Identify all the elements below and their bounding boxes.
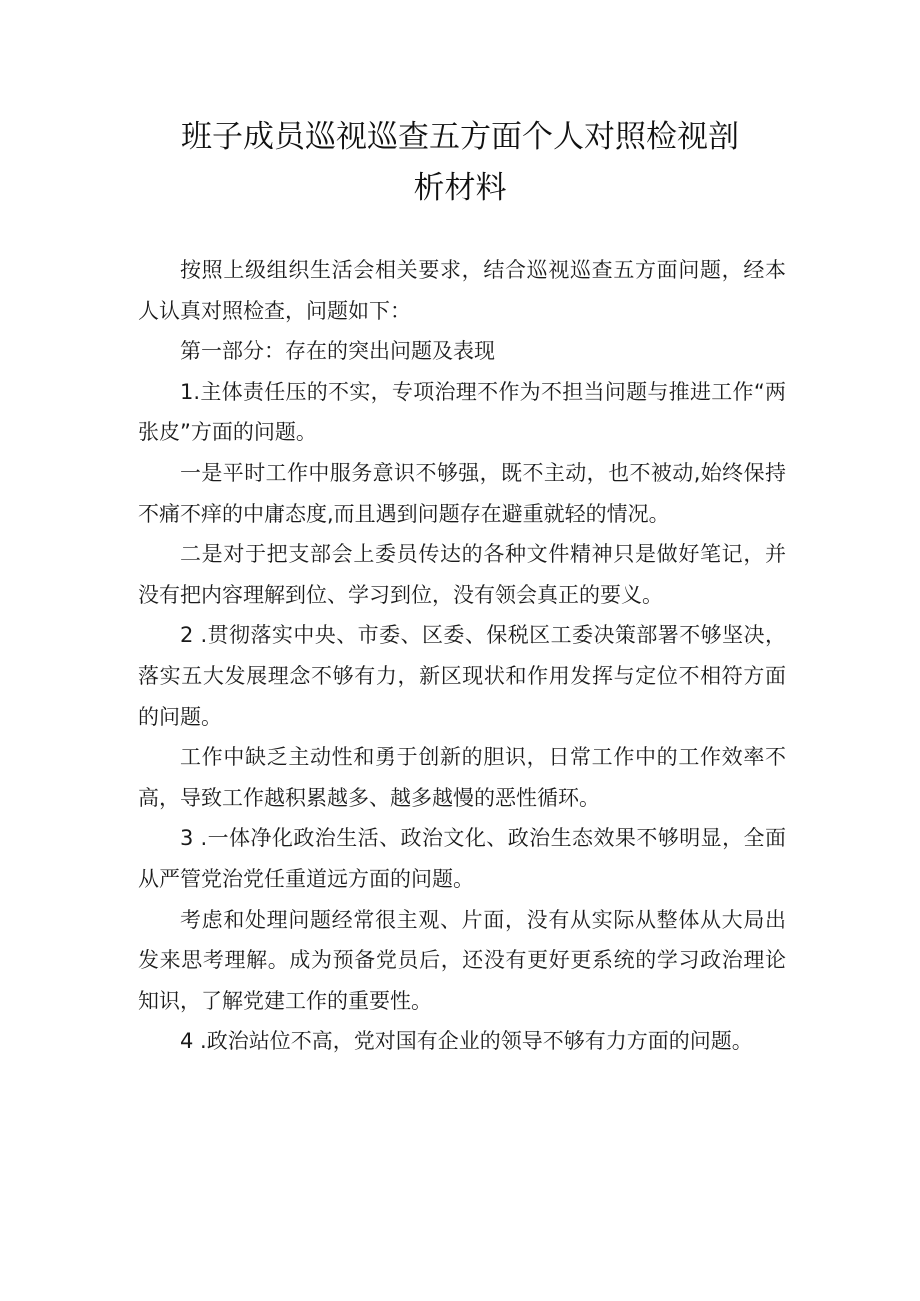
section-heading: 第一部分：存在的突出问题及表现 [180, 339, 495, 364]
issue-3-heading: 3 .一体净化政治生活、政治文化、政治生态效果不够明显，全面从严管党治党任重道远方面的问题。 [138, 826, 786, 891]
document-body [138, 250, 786, 1062]
issue-1-heading: 1.主体责任压的不实，专项治理不作为不担当问题与推进工作“两张皮”方面的问题。 [138, 379, 786, 445]
issue-1-detail-1: 一是平时工作中服务意识不够强，既不主动，也不被动,始终保持不痛不痒的中庸态度,而且遇到问题存在避重就轻的情况。 [138, 460, 786, 526]
issue-3-detail: 考虑和处理问题经常很主观、片面，没有从实际从整体从大局出发来思考理解。成为预备党员后，还没有更好更系统的学习政治理论知识，了解党建工作的重要性。 [138, 907, 786, 1013]
document-title-line-2: 析材料 [413, 170, 507, 206]
issue-4-heading: 4 .政治站位不高，党对国有企业的领导不够有力方面的问题。 [180, 1029, 753, 1054]
document-title-line-1: 班子成员巡视巡查五方面个人对照检视剖 [181, 119, 739, 155]
issue-2-heading: 2 .贯彻落实中央、市委、区委、保税区工委决策部署不够坚决，落实五大发展理念不够有力，新区现状和作用发挥与定位不相符方面的问题。 [138, 623, 786, 729]
issue-1-detail-2: 二是对于把支部会上委员传达的各种文件精神只是做好笔记，并没有把内容理解到位、学习到位，没有领会真正的要义。 [138, 542, 786, 607]
issue-2-detail: 工作中缺乏主动性和勇于创新的胆识，日常工作中的工作效率不高，导致工作越积累越多、越多越慢的恶性循环。 [138, 745, 786, 810]
intro-paragraph: 按照上级组织生活会相关要求，结合巡视巡查五方面问题，经本人认真对照检查，问题如下： [138, 258, 786, 323]
